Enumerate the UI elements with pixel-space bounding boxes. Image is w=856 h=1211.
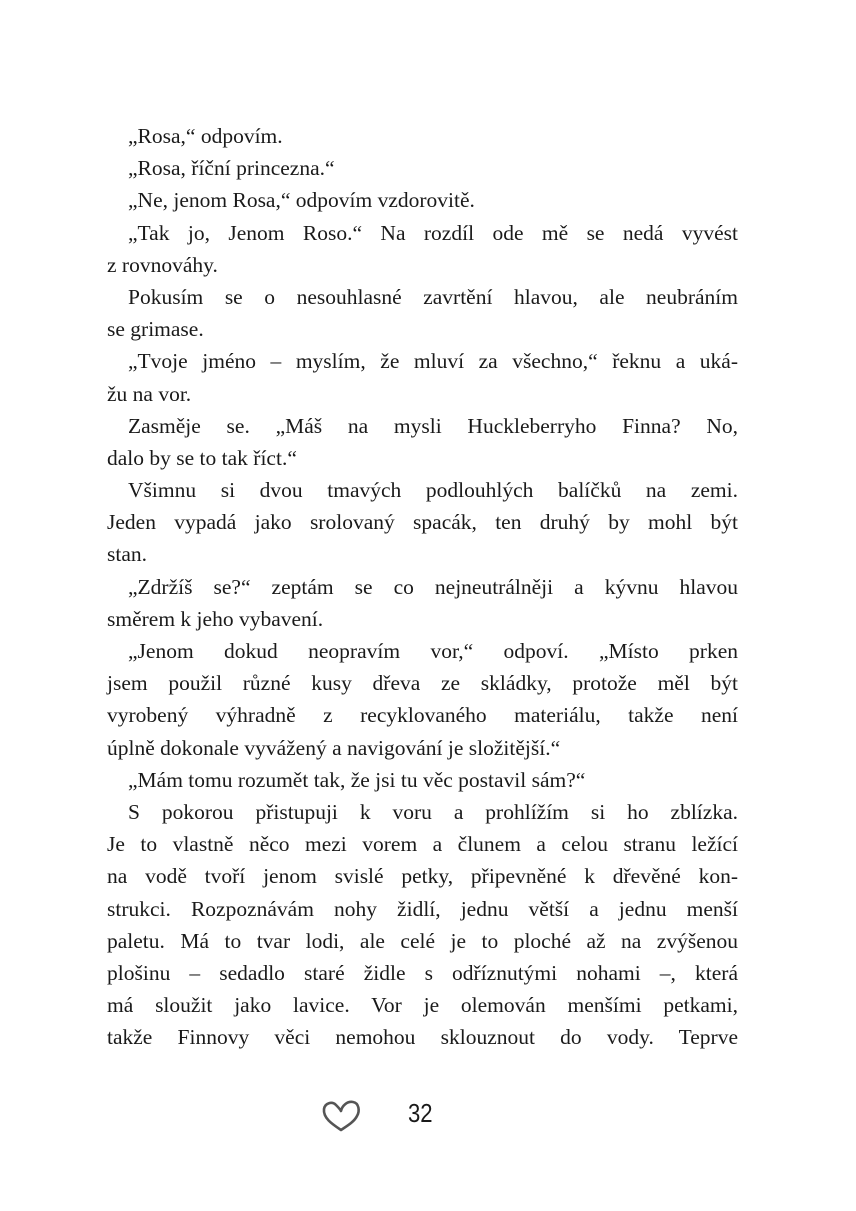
text-line: dalo by se to tak říct.“ bbox=[107, 445, 297, 470]
text-line: Všimnu si dvou tmavých podlouhlých balíčků na zemi. bbox=[128, 478, 738, 503]
text-line: jsem použil různé kusy dřeva ze skládky, protože měl být bbox=[107, 671, 738, 696]
text-line: úplně dokonale vyvážený a navigování je složitější.“ bbox=[107, 735, 561, 760]
text-line: S pokorou přistupuji k voru a prohlížím si ho zblízka. bbox=[128, 799, 738, 824]
text-line: Jeden vypadá jako srolovaný spacák, ten druhý by mohl být bbox=[107, 510, 738, 535]
text-line: se grimase. bbox=[107, 317, 204, 342]
text-line: Pokusím se o nesouhlasné zavrtění hlavou, ale neubráním bbox=[128, 284, 738, 309]
text-line: „Jenom dokud neopravím vor,“ odpoví. „Místo prken bbox=[128, 639, 738, 663]
text-line: „Tak jo, Jenom Roso.“ Na rozdíl ode mě se nedá vyvést bbox=[128, 220, 738, 245]
text-line: „Zdržíš se?“ zeptám se co nejneutrálněji a kývnu hlavou bbox=[128, 574, 738, 599]
heart-outline-icon bbox=[320, 1098, 362, 1134]
page-footer bbox=[0, 1096, 856, 1140]
text-line: směrem k jeho vybavení. bbox=[107, 606, 324, 631]
text-line: na vodě tvoří jenom svislé petky, připevněné k dřevěné kon- bbox=[107, 864, 738, 889]
text-line: má sloužit jako lavice. Vor je olemován menšími petkami, bbox=[107, 993, 738, 1018]
text-line: žu na vor. bbox=[107, 381, 192, 406]
page-number: 32 bbox=[408, 1098, 433, 1128]
text-line: plošinu – sedadlo staré židle s odříznutými nohami –, která bbox=[107, 960, 738, 985]
text-line: Zasměje se. „Máš na mysli Huckleberryho Finna? No, bbox=[128, 413, 738, 438]
text-line: vyrobený výhradně z recyklovaného materiálu, takže není bbox=[107, 703, 738, 728]
text-line: strukci. Rozpoznávám nohy židlí, jednu větší a jednu menší bbox=[107, 896, 738, 921]
text-line: „Mám tomu rozumět tak, že jsi tu věc postavil sám?“ bbox=[128, 767, 586, 792]
text-line: stan. bbox=[107, 542, 148, 567]
text-line: „Tvoje jméno – myslím, že mluví za všechno,“ řeknu a uká- bbox=[128, 349, 738, 374]
text-line: takže Finnovy věci nemohou sklouznout do vody. Teprve bbox=[107, 1025, 738, 1050]
text-line: „Rosa, říční princezna.“ bbox=[128, 156, 335, 181]
text-line: „Rosa,“ odpovím. bbox=[128, 124, 283, 148]
body-text bbox=[107, 120, 738, 1053]
text-line: Je to vlastně něco mezi vorem a člunem a celou stranu ležící bbox=[107, 832, 738, 857]
text-line: „Ne, jenom Rosa,“ odpovím vzdorovitě. bbox=[128, 188, 475, 213]
text-line: z rovnováhy. bbox=[107, 252, 218, 277]
text-line: paletu. Má to tvar lodi, ale celé je to ploché až na zvýšenou bbox=[107, 928, 738, 953]
